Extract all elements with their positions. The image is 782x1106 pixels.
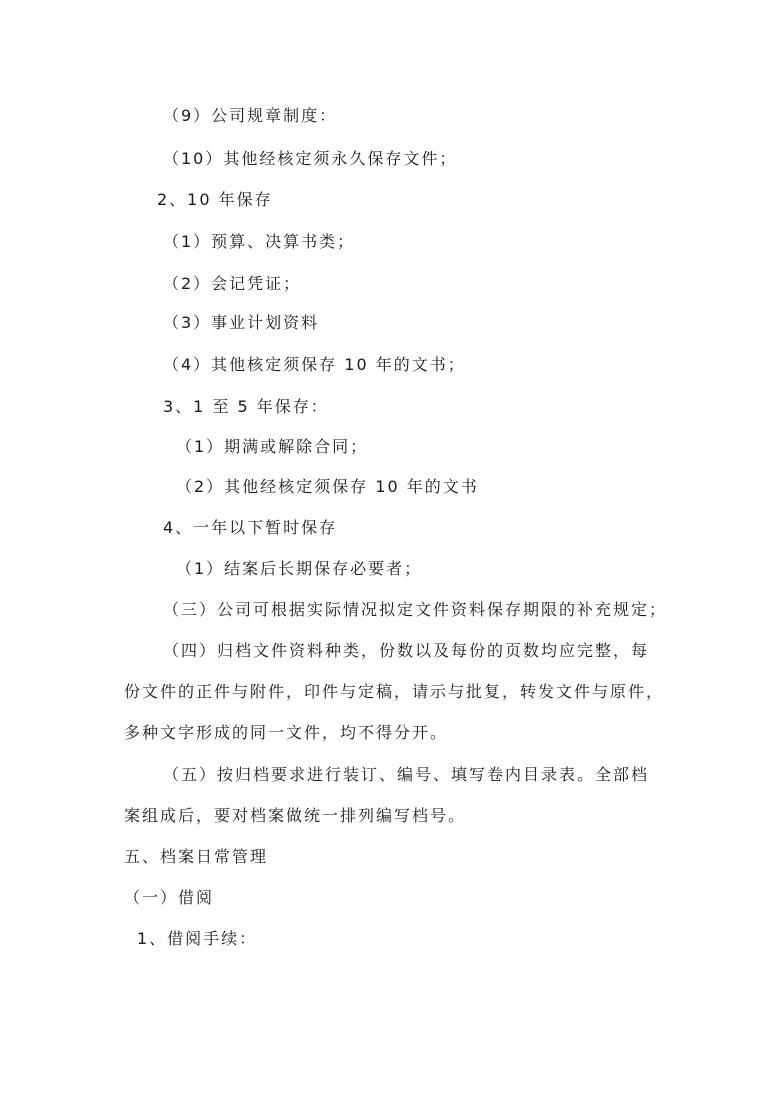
text-line: 1、借阅手续： xyxy=(137,929,258,948)
text-line: （五）按归档要求进行装订、编号、填写卷内目录表。全部档 xyxy=(163,765,650,784)
text-line: 4、一年以下暂时保存 xyxy=(163,518,338,537)
text-line: 多种文字形成的同一文件，均不得分开。 xyxy=(124,723,449,742)
text-line: 3、1 至 5 年保存： xyxy=(163,397,329,416)
text-line: （10）其他经核定须永久保存文件； xyxy=(163,149,458,168)
text-line: 案组成后，要对档案做统一排列编写档号。 xyxy=(124,806,467,825)
text-line: 2、10 年保存 xyxy=(157,190,273,209)
text-line: （9）公司规章制度： xyxy=(163,106,338,125)
text-line: 份文件的正件与附件，印件与定稿，请示与批复，转发文件与原件， xyxy=(124,682,665,701)
text-line: （三）公司可根据实际情况拟定文件资料保存期限的补充规定； xyxy=(163,600,668,619)
text-line: （四）归档文件资料种类，份数以及每份的页数均应完整，每 xyxy=(163,641,650,660)
text-line: （2）会记凭证； xyxy=(163,274,302,293)
text-line: 五、档案日常管理 xyxy=(124,847,269,866)
text-line: （4）其他核定须保存 10 年的文书； xyxy=(163,355,466,374)
text-line: （一）借阅 xyxy=(124,888,215,907)
text-line: （2）其他经核定须保存 10 年的文书 xyxy=(176,477,479,496)
text-line: （1）预算、决算书类； xyxy=(163,232,356,251)
text-line: （1）期满或解除合同； xyxy=(176,437,369,456)
text-line: （3）事业计划资料 xyxy=(163,313,320,332)
text-line: （1）结案后长期保存必要者； xyxy=(176,559,423,578)
